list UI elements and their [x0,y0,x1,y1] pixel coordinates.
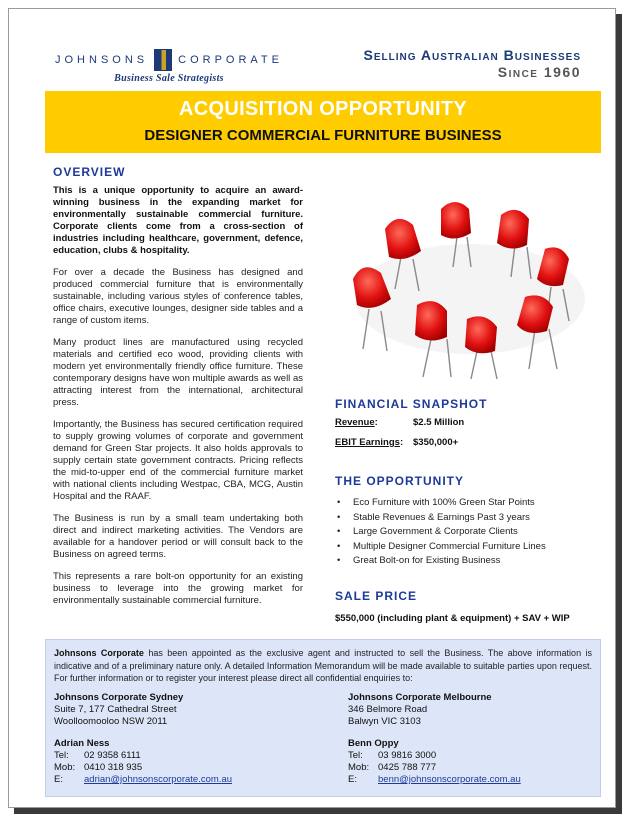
disclaimer-company: Johnsons Corporate [54,648,144,658]
banner-subtitle: DESIGNER COMMERCIAL FURNITURE BUSINESS [144,127,502,144]
sydney-contact-name: Adrian Ness [54,738,110,749]
header-right [364,47,582,80]
banner-title: ACQUISITION OPPORTUNITY [178,98,468,120]
melbourne-contact-name: Benn Oppy [348,738,399,749]
logo-right-word: CORPORATE [178,54,283,66]
melbourne-address-line1: 346 Belmore Road [348,704,428,715]
contact-box [45,639,601,797]
disclaimer-text: has been appointed as the exclusive agent and instructed to sell the Business. The above information is indicative and of a preliminary nature only. A detailed Information Memorandum will be made available to suitable parties upon request. For further information or to register your interest please direct all confidential enquiries to: [54,648,592,683]
melbourne-office [348,692,588,786]
red-chairs-image [339,179,601,379]
title-banner [45,91,601,153]
revenue-row: Revenue: $2.5 Million [335,417,465,428]
melbourne-address-line2: Balwyn VIC 3103 [348,716,421,727]
sydney-address-line2: Woolloomooloo NSW 2011 [54,716,168,727]
overview-paragraph: Importantly, the Business has secured certification required to supply growing volumes of corporate and government demand for Green Star projects. It also holds approvals to supply certain state government contracts. Pricing reflects the mid-to-upper end of the commercial furniture market with national clients including Westpac, CBA, MCG, Austin Hospital and the RAAF. [53,419,303,502]
melbourne-office-name: Johnsons Corporate Melbourne [348,692,492,703]
list-item: • Stable Revenues & Earnings Past 3 years [335,511,605,526]
sydney-email-link[interactable]: adrian@johnsonscorporate.com.au [84,774,233,785]
melbourne-tel: 03 9816 3000 [378,750,437,761]
document-page [8,8,616,808]
overview-paragraph: This represents a rare bolt-on opportunity for an existing business to leverage into the growing market for environmentally sustainable commercial furniture. [53,571,303,606]
header-since: Since 1960 [497,64,581,80]
sydney-tel: 02 9358 6111 [84,750,141,761]
header-title: Selling Australian Businesses [363,47,581,63]
overview-paragraph: The Business is run by a small team undertaking both direct and indirect marketing activities. The Vendors are available for a handover period or will consult back to the Business on agreed terms. [53,513,303,560]
logo-tagline: Business Sale Strategists [114,73,224,84]
sale-price: $550,000 (including plant & equipment) + SAV + WIP [335,612,570,624]
email-label: E: [54,774,63,785]
sydney-mob: 0410 318 935 [84,762,143,773]
sydney-office-name: Johnsons Corporate Sydney [54,692,184,703]
right-column [335,397,605,624]
mob-label: Mob: [348,762,370,773]
melbourne-mob: 0425 788 777 [378,762,437,773]
overview-intro: This is a unique opportunity to acquire an award-winning business in the expanding market for environmentally sustainable commercial furniture. Corporate clients come from a cross-section of industries including healthcare, government, defence, education, clubs & hospitality. [53,185,303,256]
tel-label: Tel: [54,750,69,761]
disclaimer [54,647,592,685]
sydney-address-line1: Suite 7, 177 Cathedral Street [54,704,177,715]
list-item: • Large Government & Corporate Clients [335,525,605,540]
list-item: • Eco Furniture with 100% Green Star Points [335,496,605,511]
logo-emblem-icon [154,49,172,71]
logo-left-word: JOHNSONS [55,54,149,66]
list-item: • Great Bolt-on for Existing Business [335,554,605,569]
ebit-row: EBIT Earnings: $350,000+ [335,437,459,448]
revenue-value: $2.5 Million [413,417,465,428]
financial-heading: FINANCIAL SNAPSHOT [335,397,488,411]
overview-heading: OVERVIEW [53,165,126,179]
tel-label: Tel: [348,750,363,761]
sale-heading: SALE PRICE [335,588,418,603]
sydney-office [54,692,294,786]
ebit-label: EBIT Earnings [335,437,400,448]
opportunity-list [335,496,605,569]
list-item: • Multiple Designer Commercial Furniture Lines [335,540,605,555]
overview-paragraph: For over a decade the Business has designed and produced commercial furniture that is environmentally sustainable, including various styles of conference tables, office chairs, executive lounges, designer side tables and a range of custom items. [53,267,303,326]
opportunity-heading: THE OPPORTUNITY [335,474,465,488]
mob-label: Mob: [54,762,76,773]
overview-paragraph: Many product lines are manufactured using recycled materials and certified eco wood, providing clients with modern yet environmentally friendly office furniture. These contemporary designs have won multiple awards as well as attracting interest from the international, architectural press. [53,337,303,408]
overview-section [53,165,303,607]
revenue-label: Revenue [335,417,375,428]
ebit-value: $350,000+ [413,437,459,448]
email-label: E: [348,774,357,785]
melbourne-email-link[interactable]: benn@johnsonscorporate.com.au [378,774,521,785]
company-logo [49,49,289,84]
